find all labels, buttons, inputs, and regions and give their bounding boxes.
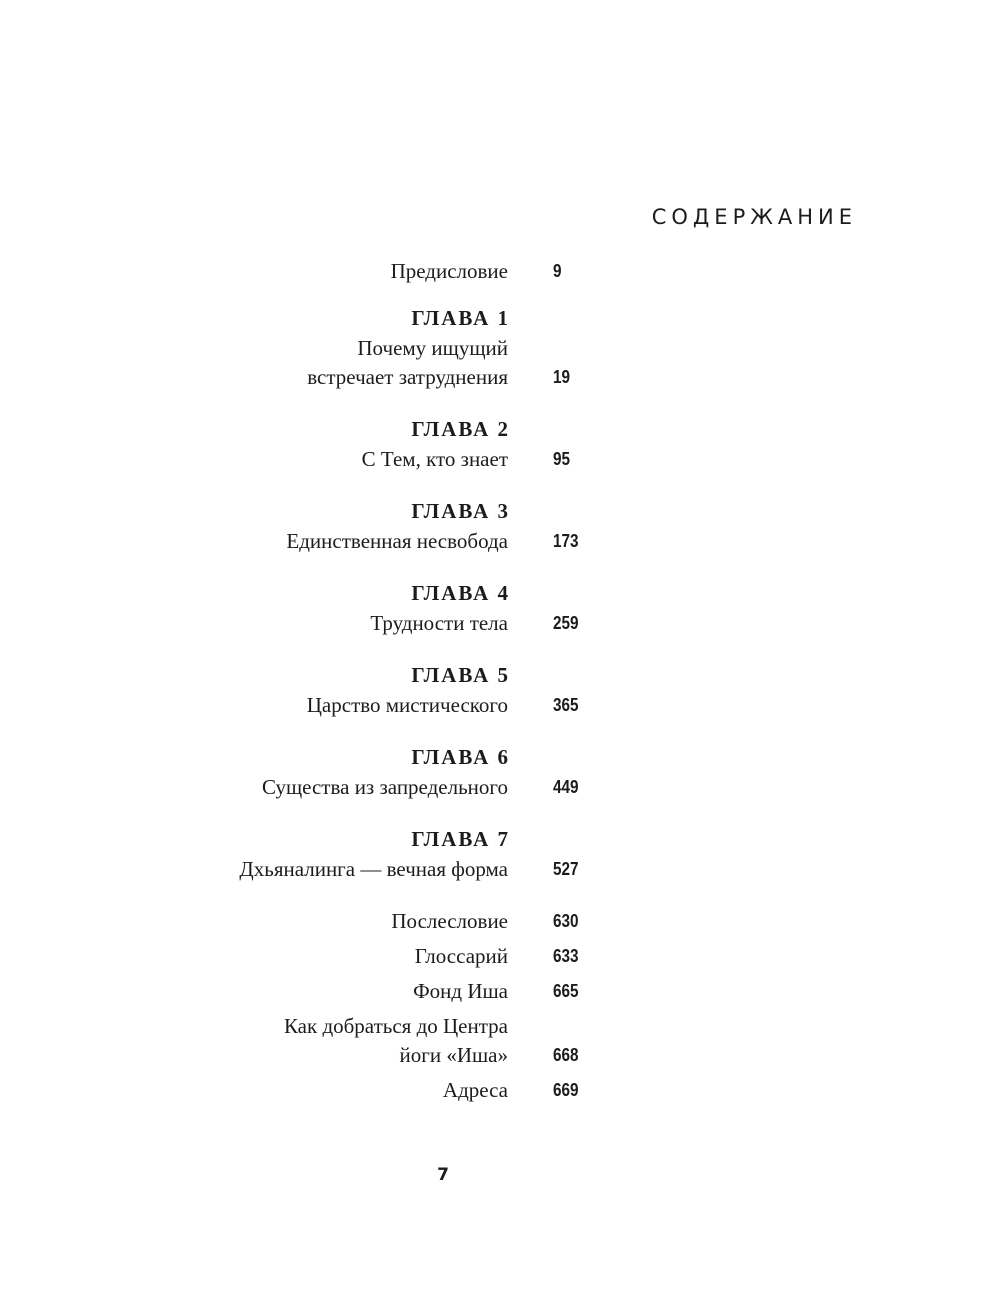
toc-entry-page-number: 95 — [553, 449, 571, 469]
toc-entry-title: Послесловие — [391, 909, 508, 933]
chapter-1-label-line — [0, 303, 987, 333]
chapter-1-title-line1 — [0, 333, 987, 363]
toc-entry-glossary[interactable] — [0, 941, 987, 971]
toc-entry-chapter-3[interactable] — [0, 526, 987, 556]
toc-entry-addresses[interactable] — [0, 1075, 987, 1105]
toc-entry-title: Предисловие — [390, 259, 508, 283]
toc-entry-page-number: 633 — [553, 946, 579, 966]
toc-heading: СОДЕРЖАНИЕ — [651, 205, 857, 229]
chapter-2-label-line — [0, 414, 987, 444]
toc-entry-chapter-7[interactable] — [0, 854, 987, 884]
toc-entry-title: встречает затруднения — [307, 365, 508, 389]
toc-entry-page-number: 19 — [553, 367, 571, 387]
chapter-label: ГЛАВА 4 — [411, 581, 510, 605]
toc-entry-page-number: 668 — [553, 1045, 579, 1065]
toc-entry-title: Трудности тела — [370, 611, 508, 635]
toc-entry-page-number: 665 — [553, 981, 579, 1001]
toc-entry-page-number: 365 — [553, 695, 579, 715]
chapter-4-label-line — [0, 578, 987, 608]
chapter-label: ГЛАВА 1 — [411, 306, 510, 330]
toc-entry-page-number: 259 — [553, 613, 579, 633]
toc-entry-title: Глоссарий — [414, 944, 508, 968]
toc-entry-page-number: 9 — [553, 261, 562, 281]
toc-entry-title: Как добраться до Центра — [283, 1014, 508, 1038]
chapter-label: ГЛАВА 7 — [411, 827, 510, 851]
toc-entry-title: Адреса — [442, 1078, 508, 1102]
toc-entry-title: Единственная несвобода — [286, 529, 508, 553]
toc-entry-title: Фонд Иша — [413, 979, 508, 1003]
toc-entry-foundation[interactable] — [0, 976, 987, 1006]
chapter-3-label-line — [0, 496, 987, 526]
chapter-label: ГЛАВА 6 — [411, 745, 510, 769]
toc-entry-chapter-1[interactable] — [0, 362, 987, 392]
toc-entry-title: Существа из запредельного — [261, 775, 508, 799]
toc-entry-chapter-2[interactable] — [0, 444, 987, 474]
toc-entry-title: Царство мистического — [306, 693, 508, 717]
toc-entry-title: С Тем, кто знает — [361, 447, 508, 471]
chapter-5-label-line — [0, 660, 987, 690]
chapter-label: ГЛАВА 2 — [411, 417, 510, 441]
toc-entry-page-number: 630 — [553, 911, 579, 931]
toc-entry-chapter-4[interactable] — [0, 608, 987, 638]
chapter-label: ГЛАВА 5 — [411, 663, 510, 687]
toc-entry-page-number: 527 — [553, 859, 579, 879]
toc-entry-page-number: 669 — [553, 1080, 579, 1100]
page-number-footer — [0, 1163, 987, 1187]
toc-entry-title: Почему ищущий — [357, 336, 508, 360]
chapter-label: ГЛАВА 3 — [411, 499, 510, 523]
toc-entry-chapter-6[interactable] — [0, 772, 987, 802]
toc-entry-page-number: 449 — [553, 777, 579, 797]
toc-entry-afterword[interactable] — [0, 906, 987, 936]
toc-entry-directions[interactable] — [0, 1040, 987, 1070]
toc-entry-title: йоги «Иша» — [399, 1043, 508, 1067]
toc-entry-chapter-5[interactable] — [0, 690, 987, 720]
toc-entry-directions-line1 — [0, 1011, 987, 1041]
folio-number: 7 — [437, 1165, 449, 1185]
toc-entry-preface[interactable] — [0, 256, 987, 286]
chapter-7-label-line — [0, 824, 987, 854]
chapter-6-label-line — [0, 742, 987, 772]
toc-entry-title: Дхьяналинга — вечная форма — [239, 857, 508, 881]
toc-entry-page-number: 173 — [553, 531, 579, 551]
